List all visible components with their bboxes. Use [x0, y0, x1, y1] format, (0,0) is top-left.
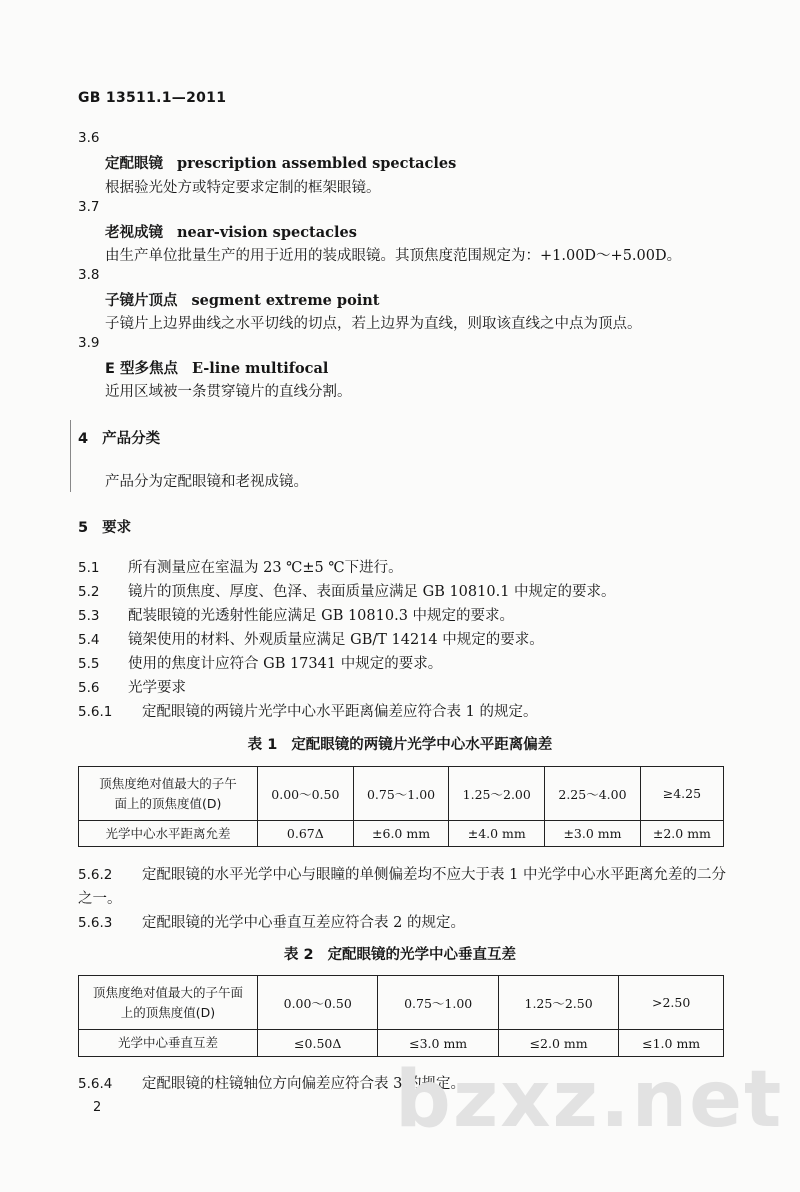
table-cell: ≤2.0 mm	[498, 1030, 618, 1057]
revision-bar	[70, 420, 71, 492]
clause-number: 5.6.4	[78, 1076, 113, 1092]
term-en: near-vision spectacles	[177, 224, 357, 241]
clause-number: 5.6	[78, 680, 100, 696]
table-cell: ±2.0 mm	[640, 821, 723, 847]
clause-text: 定配眼镜的柱镜轴位方向偏差应符合表 3 的规定。	[142, 1076, 465, 1092]
section-title: 产品分类	[102, 431, 161, 447]
table-header-cell	[79, 976, 258, 1030]
clause-number: 5.6.3	[78, 915, 113, 931]
table-title: 定配眼镜的两镜片光学中心水平距离偏差	[291, 737, 553, 753]
term-en: prescription assembled spectacles	[177, 155, 457, 172]
page-number: 2	[93, 1100, 102, 1115]
table-cell: >2.50	[619, 976, 724, 1030]
clause	[78, 700, 537, 721]
table-cell: 0.00～0.50	[258, 976, 378, 1030]
clause-number: 5.3	[78, 608, 100, 624]
term-title	[105, 289, 380, 310]
table-row	[79, 1030, 724, 1057]
clause-text: 光学要求	[128, 680, 186, 696]
table-cell: ±3.0 mm	[545, 821, 641, 847]
term-number: 3.9	[78, 335, 100, 351]
clause-text: 定配眼镜的两镜片光学中心水平距离偏差应符合表 1 的规定。	[142, 704, 538, 720]
clause-number: 5.1	[78, 560, 100, 576]
term-title	[105, 357, 328, 378]
term-definition: 根据验光处方或特定要求定制的框架眼镜。	[105, 180, 381, 196]
term-number: 3.7	[78, 199, 100, 215]
table-cell: ≤1.0 mm	[619, 1030, 724, 1057]
clause-continuation: 之一。	[78, 891, 122, 907]
term-title	[105, 221, 357, 242]
clause	[78, 556, 403, 577]
clause-text: 镜架使用的材料、外观质量应满足 GB/T 14214 中规定的要求。	[128, 632, 544, 648]
term-number: 3.6	[78, 130, 100, 146]
table-cell: ±4.0 mm	[449, 821, 545, 847]
term-zh: E 型多焦点	[105, 361, 178, 377]
term-zh: 子镜片顶点	[105, 293, 178, 309]
table-title: 定配眼镜的光学中心垂直互差	[327, 947, 517, 963]
section-heading	[78, 516, 131, 537]
header-line: 上的顶焦度值(D)	[120, 1004, 216, 1020]
table-caption	[0, 733, 800, 754]
table-cell: 0.67Δ	[258, 821, 354, 847]
table-row	[79, 976, 724, 1030]
term-en: segment extreme point	[191, 292, 380, 309]
term-zh: 定配眼镜	[105, 156, 163, 172]
clause	[78, 628, 544, 649]
table-number: 表 2	[283, 947, 314, 963]
clause-text: 定配眼镜的光学中心垂直互差应符合表 2 的规定。	[142, 915, 465, 931]
header-line: 顶焦度绝对值最大的子午	[99, 775, 237, 791]
table-cell: 0.75～1.00	[353, 767, 449, 821]
table-header-cell	[79, 767, 258, 821]
term-title	[105, 152, 456, 173]
term-definition: 近用区域被一条贯穿镜片的直线分割。	[105, 384, 352, 400]
clause-number: 5.6.2	[78, 867, 113, 883]
clause-number: 5.6.1	[78, 704, 113, 720]
table-row	[79, 821, 724, 847]
term-zh: 老视成镜	[105, 225, 163, 241]
table-cell: ±6.0 mm	[353, 821, 449, 847]
clause	[78, 911, 465, 932]
table-cell: 1.25～2.50	[498, 976, 618, 1030]
table-cell: ≤3.0 mm	[378, 1030, 498, 1057]
table-caption	[0, 943, 800, 964]
table-2	[78, 975, 724, 1057]
standard-header: GB 13511.1—2011	[78, 90, 227, 106]
section-text: 产品分为定配眼镜和老视成镜。	[105, 474, 308, 490]
clause	[78, 604, 514, 625]
clause-text: 镜片的顶焦度、厚度、色泽、表面质量应满足 GB 10810.1 中规定的要求。	[128, 584, 616, 600]
clause-text: 定配眼镜的水平光学中心与眼瞳的单侧偏差均不应大于表 1 中光学中心水平距离允差的二分	[142, 867, 726, 883]
clause	[78, 652, 442, 673]
table-1	[78, 766, 724, 847]
section-heading	[78, 427, 160, 448]
clause-number: 5.4	[78, 632, 100, 648]
clause-number: 5.5	[78, 656, 100, 672]
clause-text: 所有测量应在室温为 23 ℃±5 ℃下进行。	[128, 560, 403, 576]
table-row-label: 光学中心垂直互差	[79, 1030, 258, 1057]
table-row	[79, 767, 724, 821]
section-number: 4	[78, 431, 89, 447]
table-cell: ≤0.50Δ	[258, 1030, 378, 1057]
header-line: 顶焦度绝对值最大的子午面	[92, 984, 243, 1000]
section-title: 要求	[102, 520, 132, 536]
clause	[78, 863, 726, 884]
header-line: 面上的顶焦度值(D)	[114, 795, 222, 811]
clause	[78, 580, 616, 601]
term-number: 3.8	[78, 267, 100, 283]
watermark: bzxz.net	[395, 1055, 784, 1145]
table-cell: 1.25～2.00	[449, 767, 545, 821]
clause-text: 使用的焦度计应符合 GB 17341 中规定的要求。	[128, 656, 443, 672]
section-number: 5	[78, 520, 89, 536]
clause-number: 5.2	[78, 584, 100, 600]
term-definition: 子镜片上边界曲线之水平切线的切点，若上边界为直线，则取该直线之中点为顶点。	[105, 316, 642, 332]
clause	[78, 676, 186, 697]
term-en: E-line multifocal	[191, 360, 329, 377]
table-cell: 0.00～0.50	[258, 767, 354, 821]
table-number: 表 1	[247, 737, 278, 753]
clause-text: 配装眼镜的光透射性能应满足 GB 10810.3 中规定的要求。	[128, 608, 515, 624]
term-definition: 由生产单位批量生产的用于近用的装成眼镜。其顶焦度范围规定为：+1.00D～+5.00D。	[105, 248, 682, 264]
table-cell: ≥4.25	[640, 767, 723, 821]
table-cell: 0.75～1.00	[378, 976, 498, 1030]
table-cell: 2.25～4.00	[545, 767, 641, 821]
table-row-label: 光学中心水平距离允差	[79, 821, 258, 847]
